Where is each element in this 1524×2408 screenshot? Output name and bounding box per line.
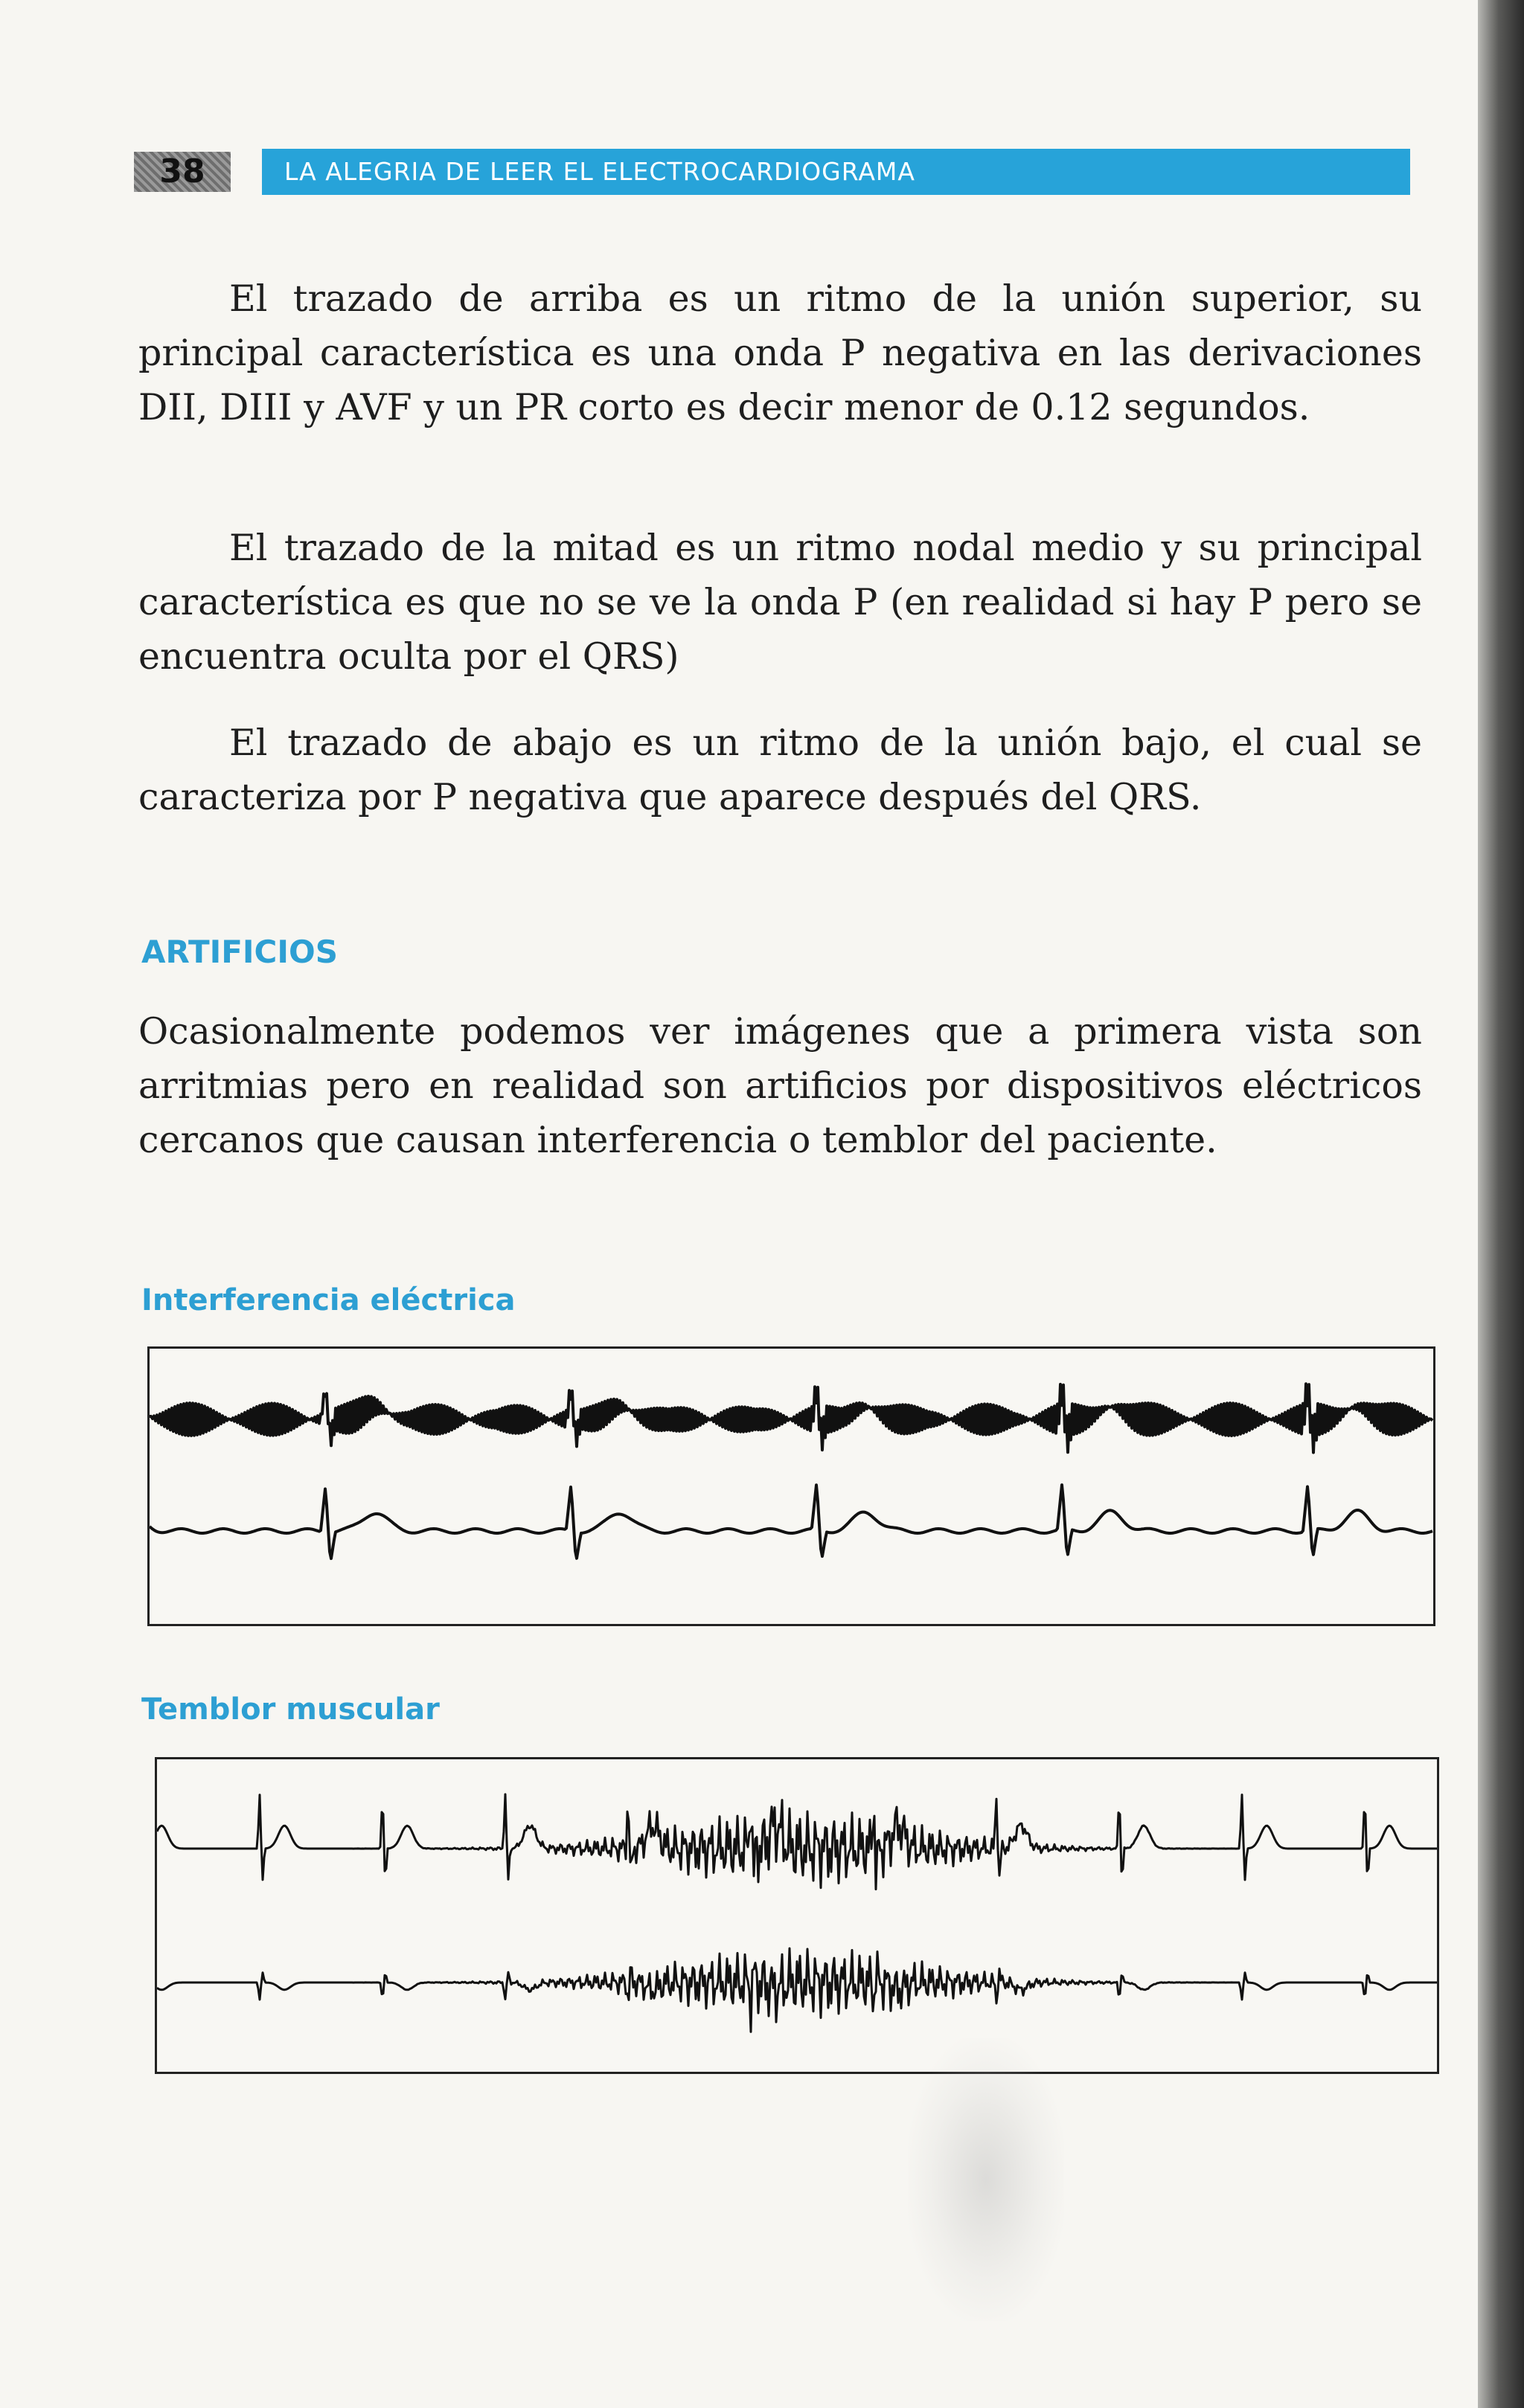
paragraph-mid-nodal: El trazado de la mitad es un ritmo nodal medio y su principal característica es que no se ve la onda P (en realidad si hay P pero se encuentra oculta por el QRS) <box>138 527 1422 678</box>
ecg-tremor-traces <box>157 1759 1437 2072</box>
scan-smudge <box>908 2038 1064 2321</box>
page-header <box>134 149 1410 195</box>
page-number: 38 <box>134 152 231 192</box>
figure-caption-tremor: Temblor muscular <box>141 1692 440 1727</box>
running-title: LA ALEGRIA DE LEER EL ELECTROCARDIOGRAMA <box>262 149 1410 195</box>
ecg-trace-tremor-upper <box>157 1794 1437 1890</box>
section-body: Ocasionalmente podemos ver imágenes que a primera vista son arritmias pero en realidad son artificios por dispositivos eléctricos cercanos que causan interferencia o temblor del paciente. <box>138 1010 1422 1161</box>
ecg-interference-strip <box>147 1346 1435 1626</box>
figure-caption-interference: Interferencia eléctrica <box>141 1283 516 1317</box>
ecg-trace-noisy <box>150 1384 1432 1452</box>
page-edge-shadow <box>1478 0 1524 2408</box>
section-heading: ARTIFICIOS <box>141 934 338 970</box>
ecg-interference-traces <box>150 1349 1433 1624</box>
ecg-trace-clean <box>150 1485 1432 1558</box>
paragraph-superior-junction: El trazado de arriba es un ritmo de la unión superior, su principal característica es una onda P negativa en las derivaciones DII, DIII y AVF y un PR corto es decir menor de 0.12 segundos. <box>138 277 1422 428</box>
ecg-trace-tremor-lower <box>157 1948 1437 2032</box>
paragraph-low-junction: El trazado de abajo es un ritmo de la unión bajo, el cual se caracteriza por P negativa que aparece después del QRS. <box>138 722 1422 818</box>
ecg-tremor-strip <box>155 1757 1439 2074</box>
